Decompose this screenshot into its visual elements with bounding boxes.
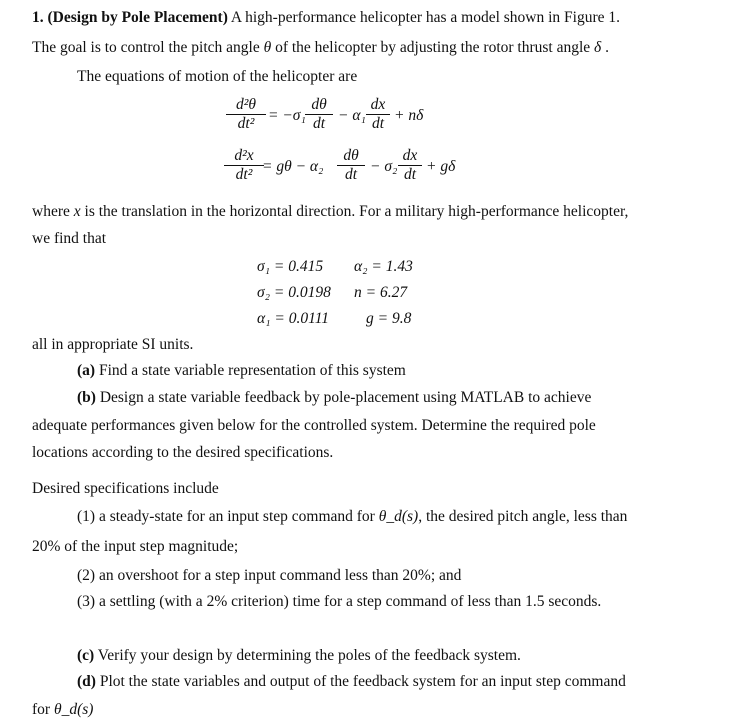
eq1-frac-2-den: dt [366,114,390,133]
part-d-text-2a: for [32,701,54,718]
delta-symbol: δ [594,39,602,56]
intro-text: A high-performance helicopter has a model shown in Figure 1. [227,9,621,26]
spec-1-line-2: 20% of the input step magnitude; [32,538,239,555]
part-a [77,361,406,381]
problem-heading: (Design by Pole Placement) [47,9,228,26]
part-a-label: (a) [77,362,96,379]
part-d-text-1: Plot the state variables and output of the feedback system for an input step command [95,673,626,690]
where-text-a: where [32,203,74,220]
eq2-term-2: − σ₂ [370,158,398,175]
eq1-frac-2 [366,96,390,133]
part-c-text: Verify your design by determining the poles of the feedback system. [94,647,521,664]
eq2-frac-1-den: dt [337,165,365,184]
intro-goal-text-2: of the helicopter by adjusting the rotor thrust angle [271,39,595,56]
spec-1-text-a: (1) a steady-state for an input step command for [77,508,379,525]
intro-period: . [601,39,610,56]
param-g: g = 9.8 [366,310,412,327]
eq1-frac-1-den: dt [305,114,333,133]
part-a-text: Find a state variable representation of this system [95,362,406,379]
part-c [77,646,521,666]
eq2-term-1: = gθ − α₂ [262,158,324,175]
where-text-b: is the translation in the horizontal direction. For a military high-performance helicopter, [80,203,629,220]
eq2-frac-1-num: dθ [343,147,359,164]
eq1-term-3: + nδ [394,107,424,124]
eq2-frac-1 [337,147,365,184]
eom-intro-line: The equations of motion of the helicopter are [77,68,358,85]
problem-statement-line-1 [32,8,620,28]
spec-3: (3) a settling (with a 2% criterion) time for a step command of less than 1.5 seconds. [77,593,602,610]
part-b-line-3: locations according to the desired specifications. [32,444,334,461]
specs-heading: Desired specifications include [32,480,219,497]
eq2-lhs-num: d²x [234,147,254,164]
spec-2: (2) an overshoot for a step input command less than 20%; and [77,567,462,584]
param-alpha1: α₁ = 0.0111 [257,310,330,327]
eq2-lhs-den: dt² [224,165,264,184]
eq1-frac-2-num: dx [370,96,386,113]
part-d-theta-d: θ_d(s) [53,701,94,718]
part-b-line-2: adequate performances given below for the controlled system. Determine the required pole [32,417,596,434]
part-c-label: (c) [77,647,95,664]
problem-statement-line-2 [32,38,609,58]
part-b-text-1: Design a state variable feedback by pole-placement using MATLAB to achieve [95,389,592,406]
spec-1-line-1 [77,507,627,527]
x-symbol: x [73,203,81,220]
units-line: all in appropriate SI units. [32,336,194,353]
eq1-term-2: − α₁ [338,107,366,124]
param-n: n = 6.27 [354,284,408,301]
eq2-frac-2-den: dt [398,165,422,184]
eq2-frac-2-num: dx [402,147,418,164]
eq2-term-3: + gδ [426,158,456,175]
param-alpha2: α₂ = 1.43 [354,258,413,275]
part-d-label: (d) [77,673,96,690]
spec-1-theta-d: θ_d(s) [378,508,419,525]
eq1-lhs-den: dt² [226,114,266,133]
intro-goal-text: The goal is to control the pitch angle [32,39,264,56]
eq1-frac-1 [305,96,333,133]
problem-number: 1. [32,9,44,26]
eq1-frac-1-num: dθ [311,96,327,113]
where-line [32,202,628,222]
eq1-term-1: = −σ₁ [268,107,306,124]
part-b-label: (b) [77,389,96,406]
eq2-frac-2 [398,147,422,184]
eq1-lhs-fraction [226,96,266,133]
param-sigma2: σ₂ = 0.0198 [257,284,331,301]
theta-symbol: θ [263,39,272,56]
part-b-line-1 [77,388,591,408]
spec-1-text-b: , the desired pitch angle, less than [418,508,628,525]
eq1-lhs-num: d²θ [235,96,256,113]
part-d-line-2 [32,700,93,720]
param-sigma1: σ₁ = 0.415 [257,258,324,275]
find-line: we find that [32,230,107,247]
part-d-line-1 [77,672,626,692]
eq2-lhs-fraction [224,147,264,184]
